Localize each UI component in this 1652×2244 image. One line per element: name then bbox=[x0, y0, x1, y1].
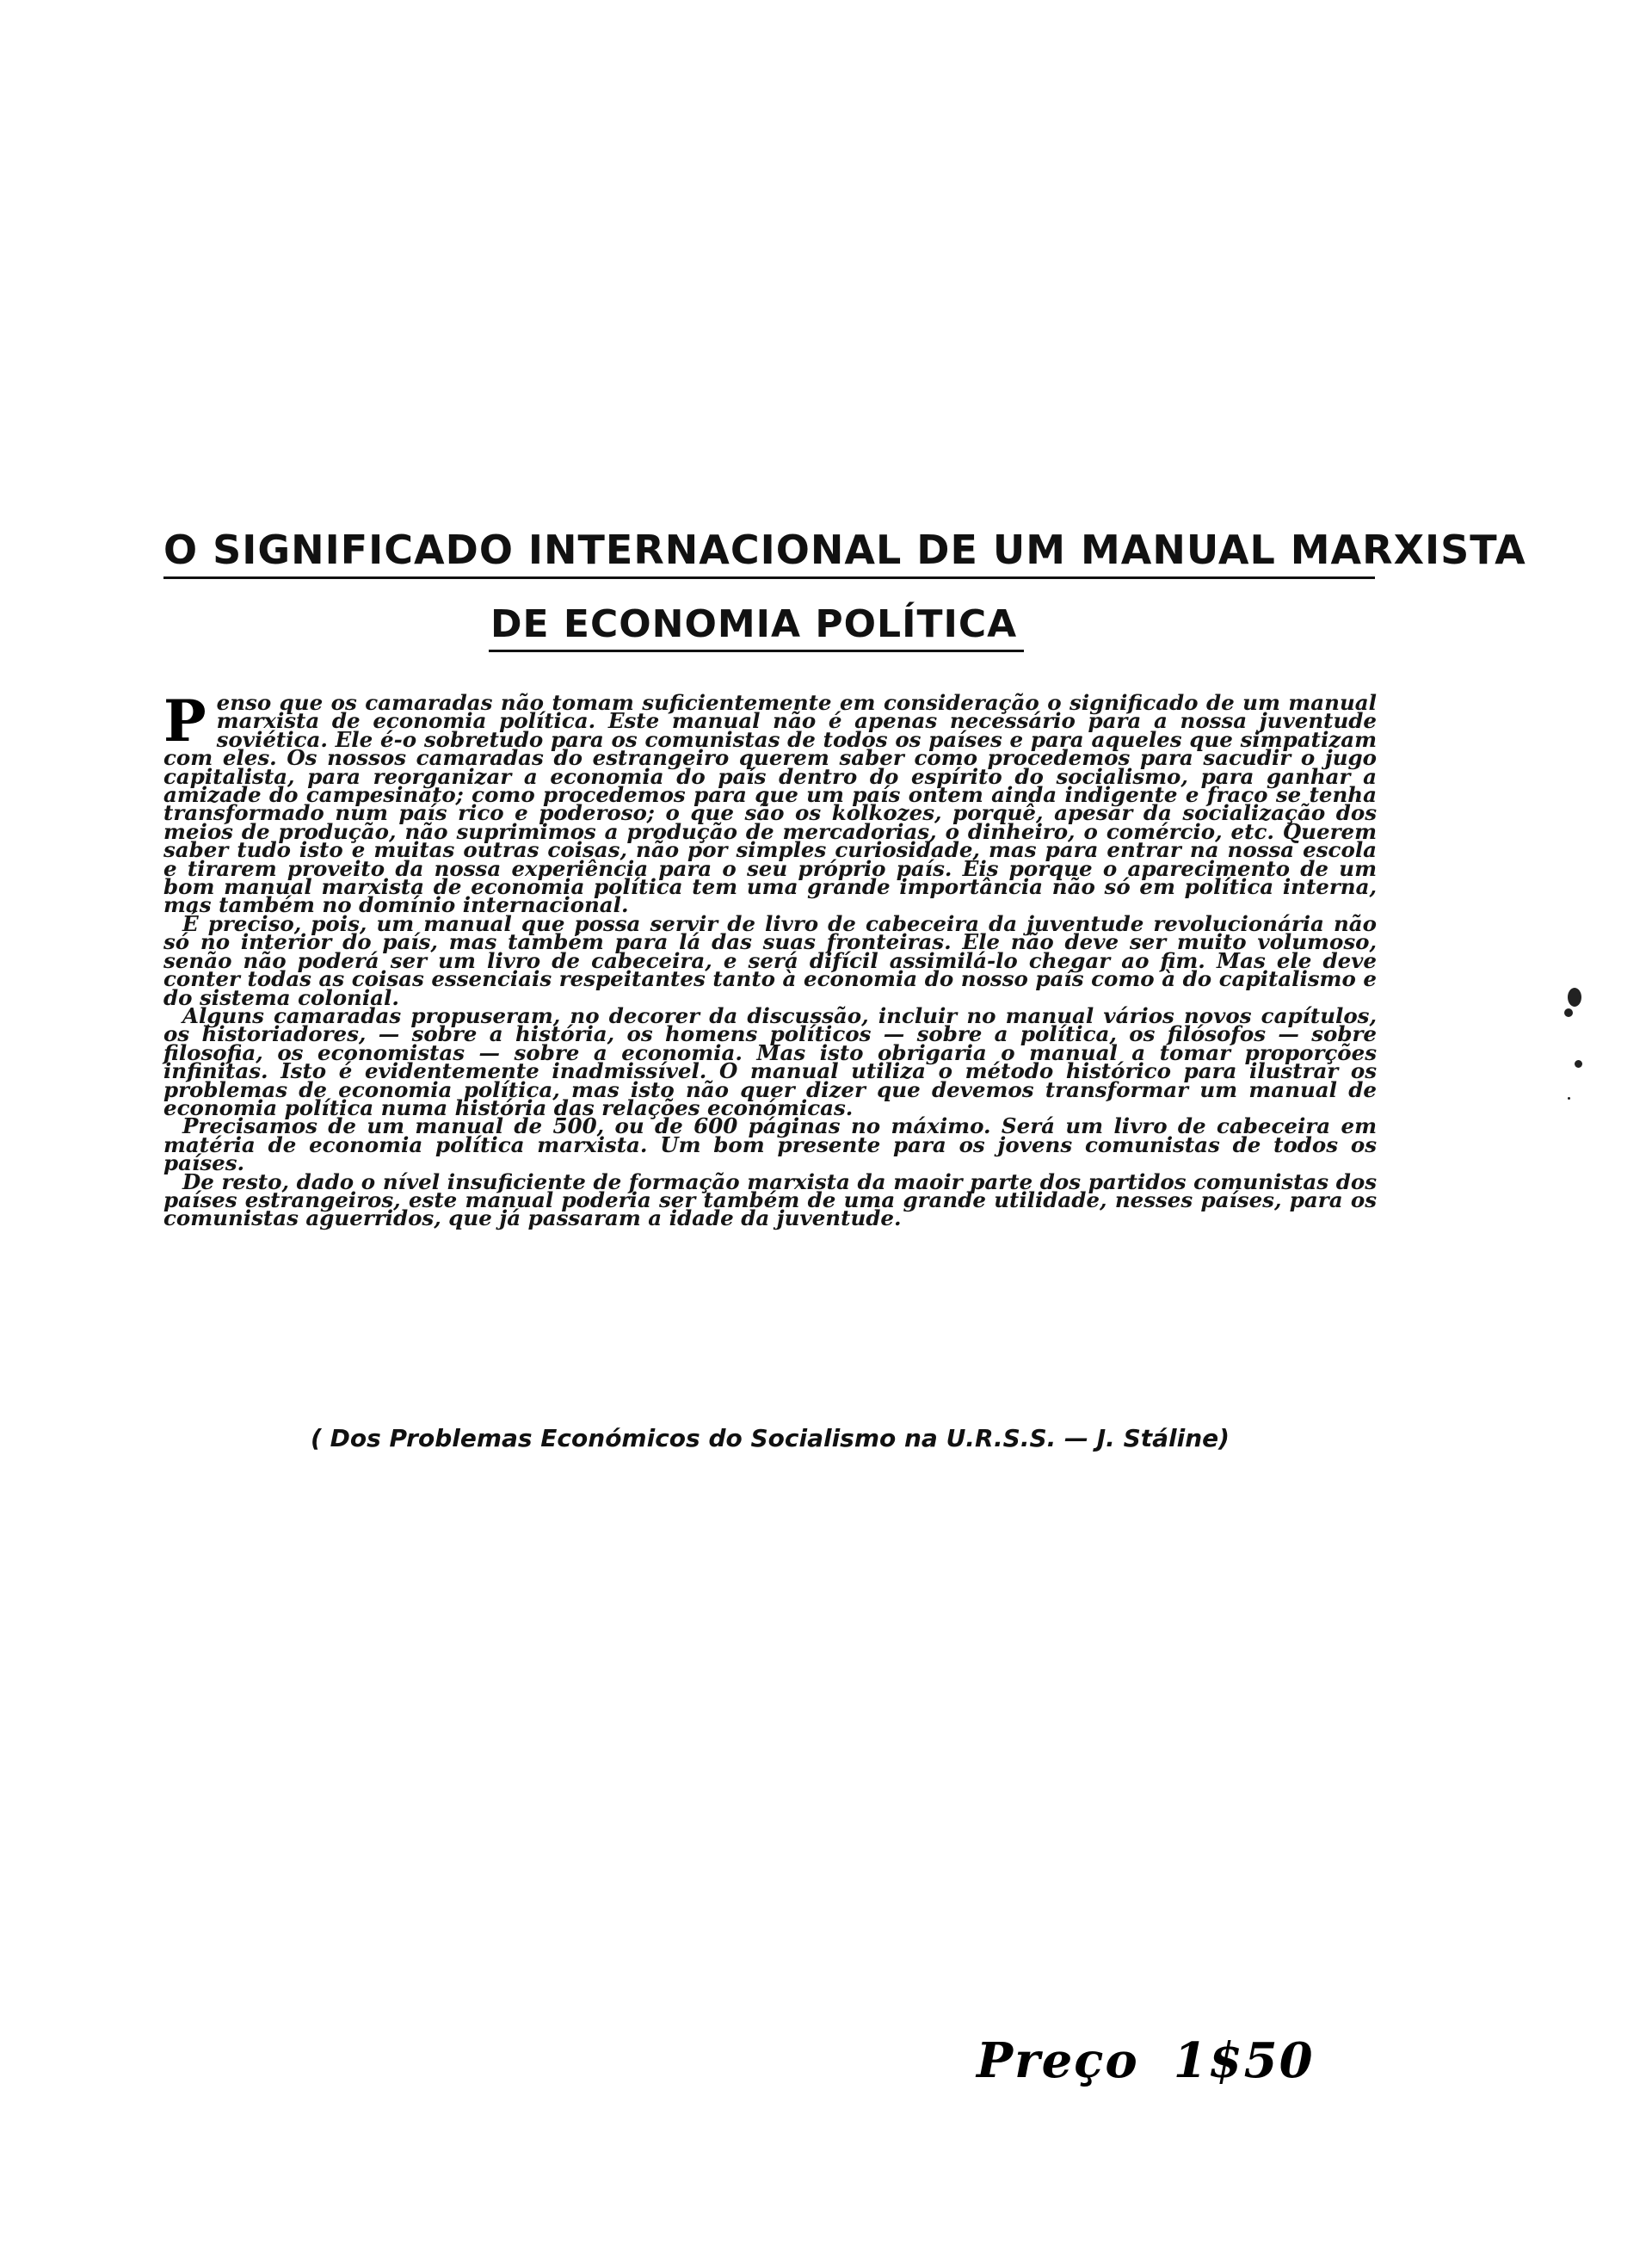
paragraph-1-text: enso que os camaradas não tomam suficientemente em consideração o significado de um manual marxista de economia política. Este manual não é apenas necessário para a nossa juventude soviética. Ele é-o sobretudo para os comunistas de todos os países e para aqueles que simpatizam com eles. Os nossos camaradas do estrangeiro querem saber como procedemos para sacudir o jugo capitalista, para reorganizar a economia do país dentro do espírito do socialismo, para ganhar a amizade do campesinato; como procedemos para que um país ontem ainda indigente e fraco se tenha transformado num país rico e poderoso; o que são os kolkozes, porquê, apesar da socialização dos meios de produção, não suprimimos a produção de mercadorias, o dinheiro, o comércio, etc. Querem saber tudo isto e muitas outras coisas, não por simples curiosidade, mas para entrar na nossa escola e tirarem proveito da nossa experiência para o seu próprio país. Eis porque o aparecimento de um bom manual marxista de economia política tem uma grande importância não só em política interna, mas também no domínio internacional. bbox=[163, 690, 1377, 918]
paragraph-3: Alguns camaradas propuseram, no decorer da discussão, incluir no manual vários novos capítulos, os historiadores, — sobre a história, os homens políticos — sobre a política, os filósofos — sobre filosofia, os economistas — sobre a economia. Mas isto obrigaria o manual a tomar proporções infinitas. Isto é evidentemente inadmissível. O manual utiliza o método histórico para ilustrar os problemas de economia política, mas isto não quer dizer que devemos transformar um manual de economia política numa história das relações económicas. bbox=[163, 1002, 1377, 1120]
scan-speck bbox=[1568, 1097, 1570, 1100]
title-underline-2 bbox=[489, 650, 1024, 652]
drop-cap: P bbox=[163, 687, 206, 755]
article-body bbox=[163, 687, 1377, 1231]
paragraph-4: Precisamos de um manual de 500, ou de 600 páginas no máximo. Será um livro de cabeceira em matéria de economia política marxista. Um bom presente para os jovens comunistas de todos os países. bbox=[163, 1113, 1377, 1176]
source-citation: ( Dos Problemas Económicos do Socialismo na U.R.S.S. — J. Stáline) bbox=[311, 1424, 1230, 1452]
price-label: Preço bbox=[977, 2032, 1139, 2089]
title-line-1: O SIGNIFICADO INTERNACIONAL DE UM MANUAL MARXISTA bbox=[163, 527, 1526, 573]
price-tag bbox=[977, 2032, 1315, 2089]
paragraph-2: É preciso, pois, um manual que possa servir de livro de cabeceira da juventude revolucionária não só no interior do país, mas também para lá das suas fronteiras. Ele não deve ser muito volumoso, senão não poderá ser um livro de cabeceira, e será difícil assimilá-lo chegar ao fim. Mas ele deve conter todas as coisas essenciais respeitantes tanto à economia do nosso país como à do capitalismo e do sistema colonial. bbox=[163, 910, 1377, 1010]
scan-speck bbox=[1568, 988, 1581, 1007]
scan-speck bbox=[1575, 1060, 1582, 1068]
scan-speck bbox=[1564, 1008, 1573, 1017]
price-amount: 1$50 bbox=[1173, 2032, 1315, 2089]
paragraph-5: De resto, dado o nível insuficiente de formação marxista da maoir parte dos partidos comunistas dos países estrangeiros, este manual poderia ser também de uma grande utilidade, nesses países, para os comunistas aguerridos, que já passaram a idade da juventude. bbox=[163, 1168, 1377, 1231]
title-underline-1 bbox=[163, 576, 1375, 579]
paragraph-1 bbox=[163, 687, 1377, 918]
title-line-2: DE ECONOMIA POLÍTICA bbox=[490, 602, 1018, 646]
